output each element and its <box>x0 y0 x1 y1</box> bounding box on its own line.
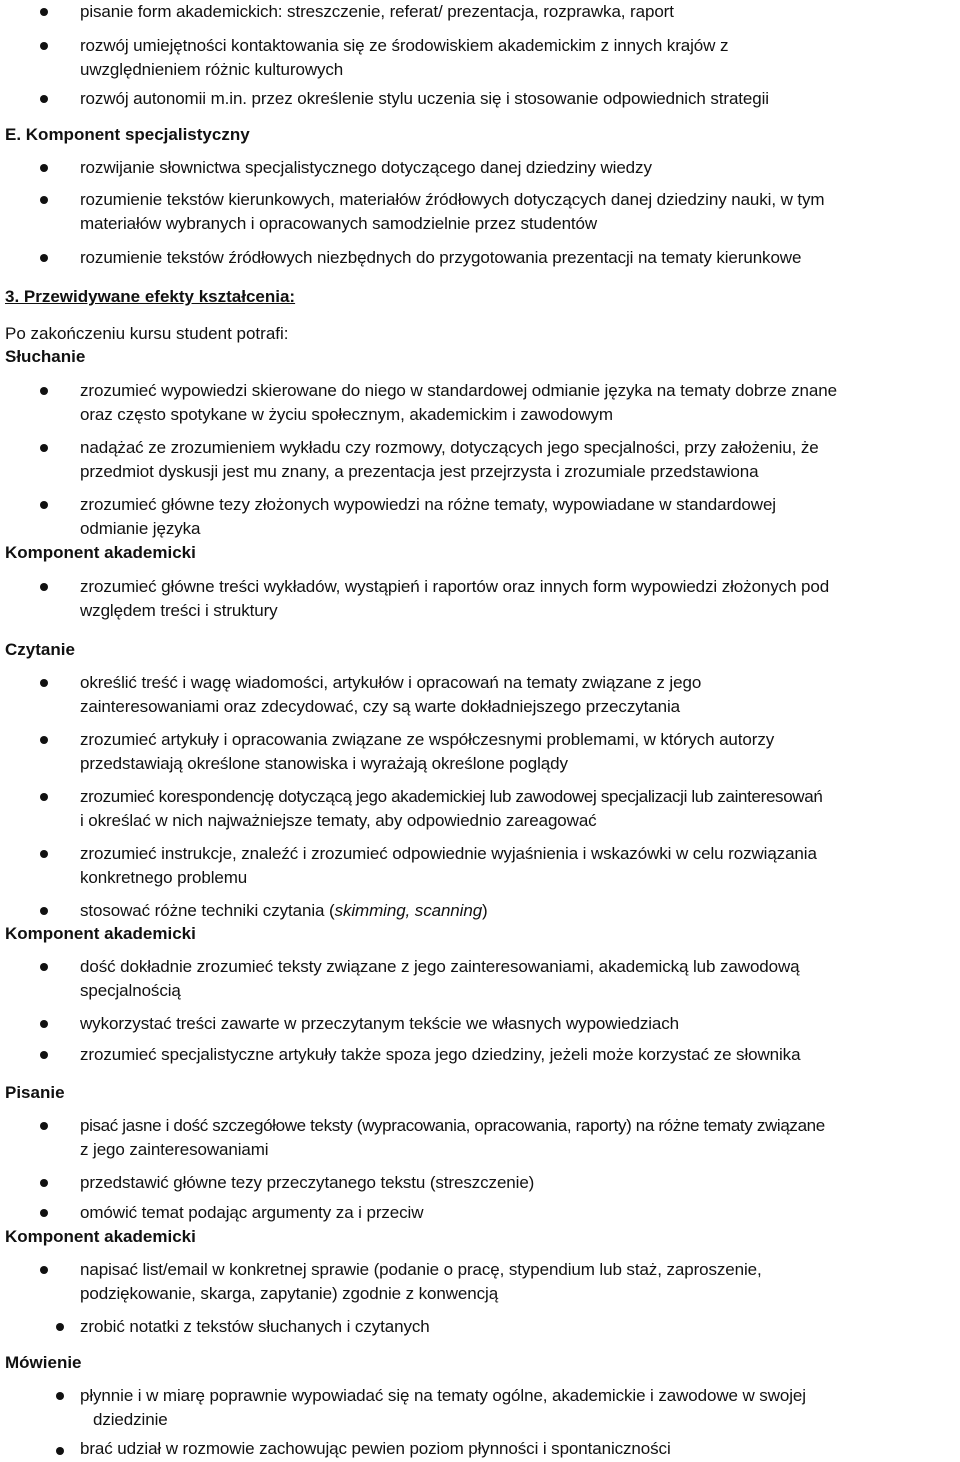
bullet <box>40 1051 48 1059</box>
list-item-continuation: zainteresowaniami oraz zdecydować, czy są warte dokładniejszego przeczytania <box>80 697 680 716</box>
list-item: przedstawić główne tezy przeczytanego tekstu (streszczenie) <box>80 1173 535 1192</box>
bullet <box>40 501 48 509</box>
section-3-heading: 3. Przewidywane efekty kształcenia: <box>5 287 296 306</box>
list-item: rozwijanie słownictwa specjalistycznego dotyczącego danej dziedziny wiedzy <box>80 158 652 177</box>
bullet <box>56 1392 64 1400</box>
list-item: wykorzystać treści zawarte w przeczytanym tekście we własnych wypowiedziach <box>80 1014 680 1033</box>
bullet <box>40 254 48 262</box>
bullet <box>40 679 48 687</box>
bullet <box>40 164 48 172</box>
list-item-continuation: dziedzinie <box>93 1410 168 1429</box>
list-item: zrozumieć korespondencję dotyczącą jego akademickiej lub zawodowej specjalizacji lub zainteresowań <box>80 787 823 806</box>
list-item: nadążać ze zrozumieniem wykładu czy rozmowy, dotyczących jego specjalności, przy założeniu, że <box>80 438 819 457</box>
bullet <box>56 1323 64 1331</box>
list-item-continuation: z jego zainteresowaniami <box>80 1140 269 1159</box>
list-item: zrozumieć główne treści wykładów, wystąpień i raportów oraz innych form wypowiedzi złożonych pod <box>80 577 830 596</box>
bullet <box>40 1020 48 1028</box>
list-item: omówić temat podając argumenty za i przeciw <box>80 1203 424 1222</box>
mowienie-heading: Mówienie <box>5 1353 82 1372</box>
list-item: zrozumieć artykuły i opracowania związane ze współczesnymi problemami, w których autorzy <box>80 730 775 749</box>
list-item-italic-text: skimming, scanning <box>334 901 483 920</box>
list-item: rozumienie tekstów kierunkowych, materiałów źródłowych dotyczących danej dziedziny nauki, w tym <box>80 190 825 209</box>
list-item: określić treść i wagę wiadomości, artykułów i opracowań na tematy związane z jego <box>80 673 702 692</box>
list-item: zrozumieć instrukcje, znaleźć i zrozumieć odpowiednie wyjaśnienia i wskazówki w celu rozwiązania <box>80 844 817 863</box>
list-item-continuation: przedmiot dyskusji jest mu znany, a prezentacja jest przejrzysta i zrozumiale przedstawiona <box>80 462 759 481</box>
komponent-akademicki-heading: Komponent akademicki <box>5 924 196 943</box>
bullet <box>40 387 48 395</box>
bullet <box>40 907 48 915</box>
list-item: zrobić notatki z tekstów słuchanych i czytanych <box>80 1317 430 1336</box>
intro-text: Po zakończeniu kursu student potrafi: <box>5 324 289 343</box>
bullet <box>40 95 48 103</box>
bullet <box>40 736 48 744</box>
list-item: płynnie i w miarę poprawnie wypowiadać się na tematy ogólne, akademickie i zawodowe w swojej <box>80 1386 806 1405</box>
bullet <box>40 1209 48 1217</box>
bullet <box>40 1122 48 1130</box>
pisanie-heading: Pisanie <box>5 1083 65 1102</box>
bullet <box>40 196 48 204</box>
list-item-continuation: oraz często spotykane w życiu społecznym, akademickim i zawodowym <box>80 405 613 424</box>
komponent-akademicki-heading: Komponent akademicki <box>5 1227 196 1246</box>
bullet <box>40 8 48 16</box>
bullet <box>40 1266 48 1274</box>
list-item: zrozumieć główne tezy złożonych wypowiedzi na różne tematy, wypowiadane w standardowej <box>80 495 776 514</box>
bullet <box>40 444 48 452</box>
bullet <box>40 1179 48 1187</box>
list-item-continuation: względem treści i struktury <box>80 601 278 620</box>
bullet <box>56 1447 64 1455</box>
sluchanie-heading: Słuchanie <box>5 347 86 366</box>
section-e-heading: E. Komponent specjalistyczny <box>5 125 250 144</box>
list-item: pisanie form akademickich: streszczenie, referat/ prezentacja, rozprawka, raport <box>80 2 674 21</box>
list-item: rozwój autonomii m.in. przez określenie stylu uczenia się i stosowanie odpowiednich strategii <box>80 89 769 108</box>
list-item: dość dokładnie zrozumieć teksty związane z jego zainteresowaniami, akademicką lub zawodową <box>80 957 800 976</box>
bullet <box>40 42 48 50</box>
list-item: rozwój umiejętności kontaktowania się ze środowiskiem akademickim z innych krajów z <box>80 36 729 55</box>
list-item: pisać jasne i dość szczegółowe teksty (wypracowania, opracowania, raporty) na różne tematy związane <box>80 1116 825 1135</box>
bullet <box>40 793 48 801</box>
list-item-continuation: przedstawiają określone stanowiska i wyrażają określone poglądy <box>80 754 568 773</box>
list-item-continuation: specjalnością <box>80 981 181 1000</box>
list-item-continuation: materiałów wybranych i opracowanych samodzielnie przez studentów <box>80 214 598 233</box>
czytanie-heading: Czytanie <box>5 640 75 659</box>
komponent-akademicki-heading: Komponent akademicki <box>5 543 196 562</box>
bullet <box>40 963 48 971</box>
list-item: napisać list/email w konkretnej sprawie (podanie o pracę, stypendium lub staż, zaproszenie, <box>80 1260 762 1279</box>
list-item: brać udział w rozmowie zachowując pewien poziom płynności i spontaniczności <box>80 1439 671 1458</box>
list-item-continuation: podziękowanie, skarga, zapytanie) zgodnie z konwencją <box>80 1284 499 1303</box>
list-item <box>80 899 488 923</box>
list-item-continuation: konkretnego problemu <box>80 868 248 887</box>
list-item: zrozumieć specjalistyczne artykuły także spoza jego dziedziny, jeżeli może korzystać ze słownika <box>80 1045 801 1064</box>
list-item-continuation: uwzględnieniem różnic kulturowych <box>80 60 344 79</box>
list-item: zrozumieć wypowiedzi skierowane do niego w standardowej odmianie języka na tematy dobrze znane <box>80 381 837 400</box>
list-item-text: ) <box>482 901 488 920</box>
list-item-continuation: odmianie języka <box>80 519 201 538</box>
bullet <box>40 850 48 858</box>
list-item-text: stosować różne techniki czytania ( <box>80 901 335 920</box>
list-item: rozumienie tekstów źródłowych niezbędnych do przygotowania prezentacji na tematy kierunkowe <box>80 248 802 267</box>
bullet <box>40 583 48 591</box>
list-item-continuation: i określać w nich najważniejsze tematy, aby odpowiednio zareagować <box>80 811 597 830</box>
